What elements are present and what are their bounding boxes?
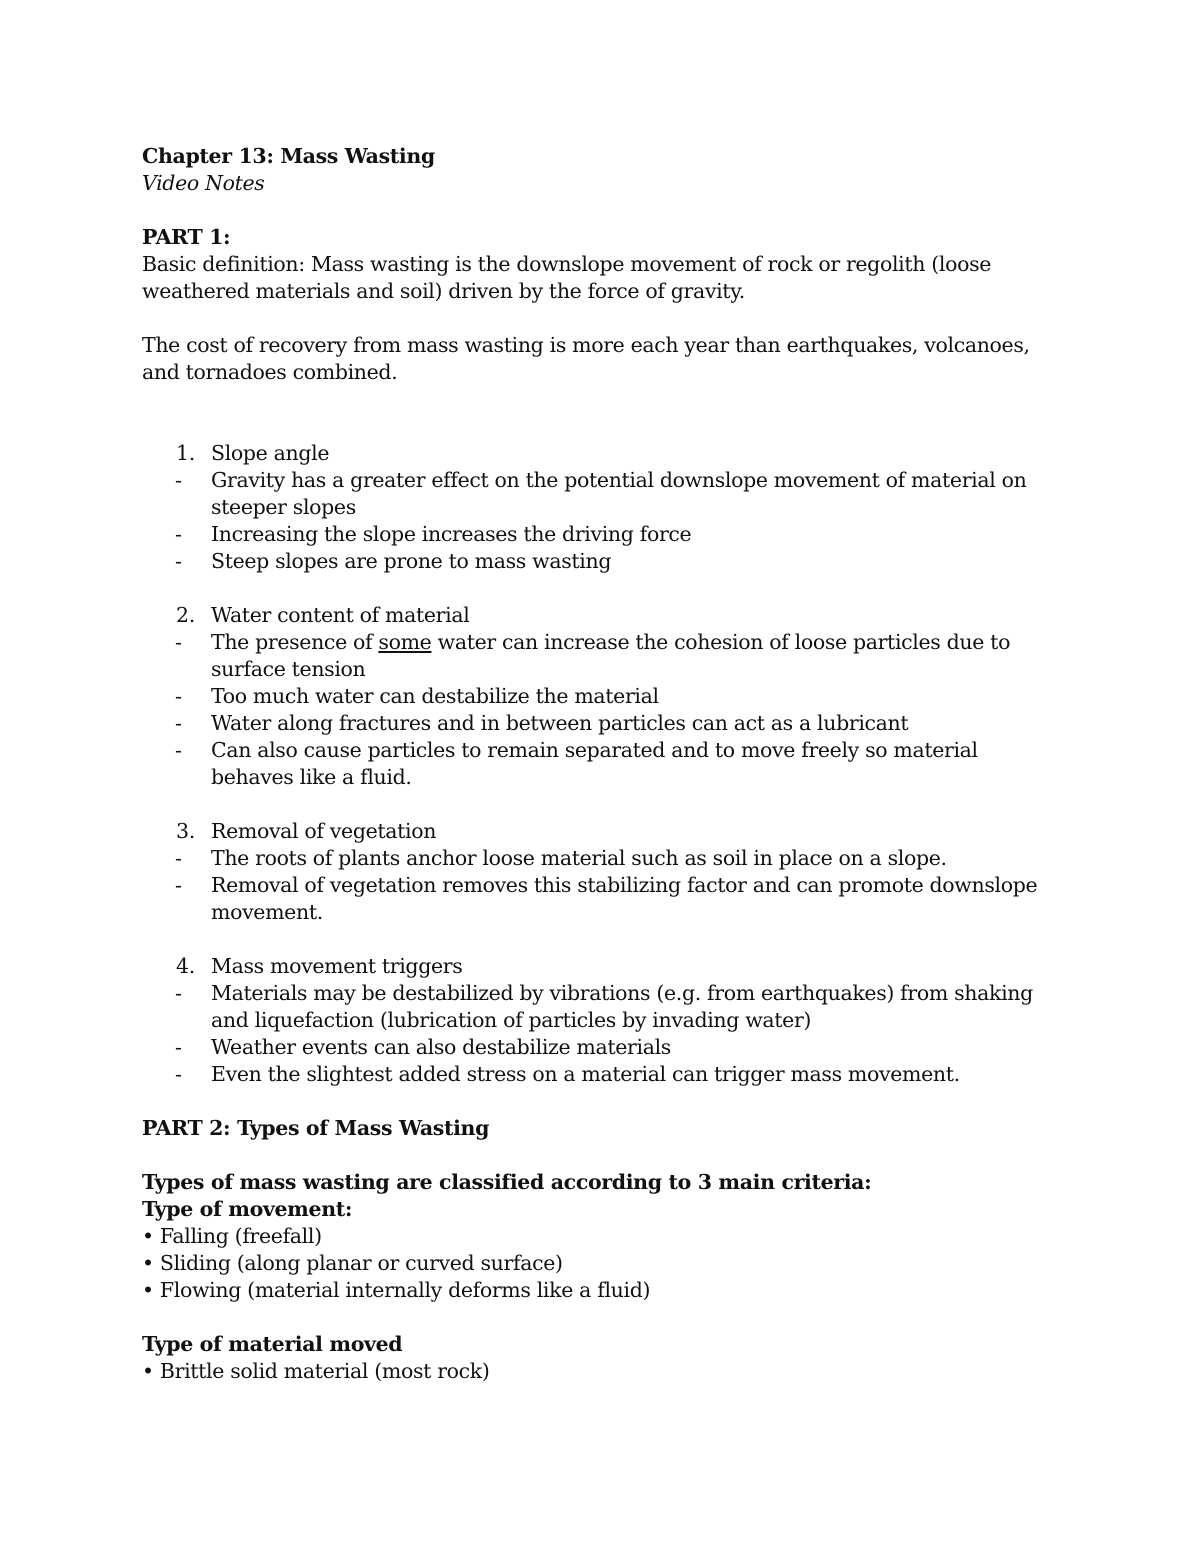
factor-title: Water content of material	[211, 603, 470, 627]
dash-bullet: -	[175, 468, 182, 492]
dash-bullet: -	[175, 1062, 182, 1086]
document-subtitle: Video Notes	[142, 171, 265, 195]
movement-heading: Type of movement:	[142, 1197, 353, 1221]
dash-bullet: -	[175, 873, 182, 897]
dash-bullet: -	[175, 846, 182, 870]
list-number: 2.	[176, 603, 195, 627]
list-item: - Steep slopes are prone to mass wasting	[142, 548, 1062, 575]
dash-bullet: -	[175, 711, 182, 735]
material-heading: Type of material moved	[142, 1332, 403, 1356]
dash-bullet: -	[175, 549, 182, 573]
list-item: - Too much water can destabilize the material	[142, 683, 1062, 710]
criteria-heading: Types of mass wasting are classified according to 3 main criteria:	[142, 1170, 872, 1194]
list-item: - Removal of vegetation removes this stabilizing factor and can promote downslope movement.	[142, 872, 1062, 926]
factor-title: Slope angle	[211, 441, 330, 465]
factor-triggers	[142, 953, 1062, 980]
list-item: - Weather events can also destabilize materials	[142, 1034, 1062, 1061]
document-page	[142, 143, 1062, 1385]
cost-paragraph: The cost of recovery from mass wasting is more each year than earthquakes, volcanoes, and tornadoes combined.	[142, 333, 1030, 384]
factor-slope-angle	[142, 440, 1062, 467]
dash-bullet: -	[175, 738, 182, 762]
list-item: - Even the slightest added stress on a material can trigger mass movement.	[142, 1061, 1062, 1088]
factor-title: Removal of vegetation	[211, 819, 437, 843]
list-number: 3.	[176, 819, 195, 843]
list-item: - The presence of some water can increase the cohesion of loose particles due to surface tension	[142, 629, 1062, 683]
factor-vegetation	[142, 818, 1062, 845]
underlined-word: some	[378, 630, 432, 654]
list-item: - Materials may be destabilized by vibrations (e.g. from earthquakes) from shaking and liquefaction (lubrication of particles by invading water)	[142, 980, 1062, 1034]
dash-bullet: -	[175, 1035, 182, 1059]
dash-bullet: -	[175, 684, 182, 708]
movement-item: • Falling (freefall)	[142, 1224, 322, 1248]
list-item: - Increasing the slope increases the driving force	[142, 521, 1062, 548]
list-item: - Can also cause particles to remain separated and to move freely so material behaves like a fluid.	[142, 737, 1062, 791]
list-number: 1.	[176, 441, 195, 465]
dash-bullet: -	[175, 981, 182, 1005]
list-number: 4.	[176, 954, 195, 978]
part1-heading: PART 1:	[142, 225, 231, 249]
dash-bullet: -	[175, 522, 182, 546]
material-item: • Brittle solid material (most rock)	[142, 1359, 490, 1383]
list-item: - The roots of plants anchor loose material such as soil in place on a slope.	[142, 845, 1062, 872]
factor-title: Mass movement triggers	[211, 954, 463, 978]
movement-item: • Flowing (material internally deforms like a fluid)	[142, 1278, 651, 1302]
movement-item: • Sliding (along planar or curved surface)	[142, 1251, 563, 1275]
list-item: - Water along fractures and in between particles can act as a lubricant	[142, 710, 1062, 737]
dash-bullet: -	[175, 630, 182, 654]
factor-water-content	[142, 602, 1062, 629]
definition-paragraph: Basic definition: Mass wasting is the downslope movement of rock or regolith (loose weathered materials and soil) driven by the force of gravity.	[142, 252, 992, 303]
list-item: - Gravity has a greater effect on the potential downslope movement of material on steeper slopes	[142, 467, 1062, 521]
document-title: Chapter 13: Mass Wasting	[142, 144, 435, 168]
part2-heading: PART 2: Types of Mass Wasting	[142, 1116, 490, 1140]
